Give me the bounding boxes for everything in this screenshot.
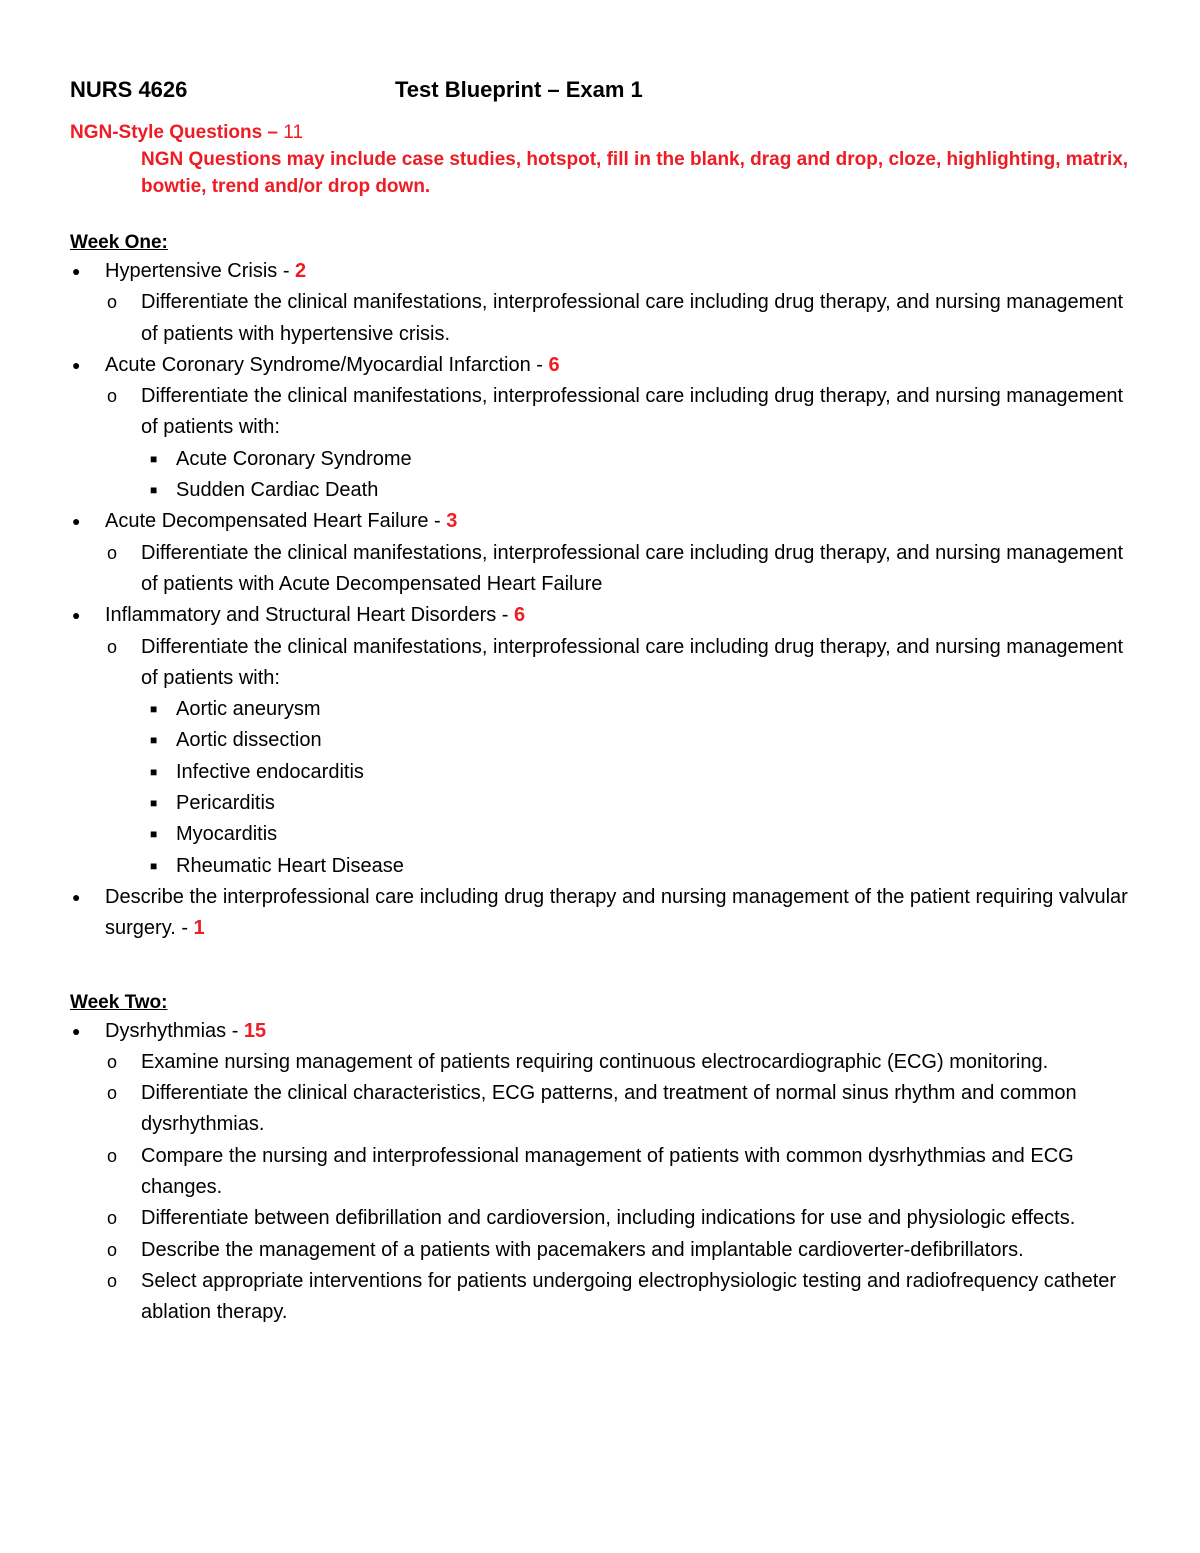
objective-text: Differentiate between defibrillation and cardioversion, including indications for use and physiologic effects. (141, 1207, 1076, 1230)
ngn-count: 11 (283, 122, 304, 143)
week-one-topic-list (70, 256, 1130, 945)
condition-text: Myocarditis (176, 823, 278, 846)
question-count: 2 (295, 260, 307, 282)
topic-label: Acute Decompensated Heart Failure - (105, 510, 447, 533)
circle-bullet-icon: o (107, 1239, 118, 1260)
objective-text: Compare the nursing and interprofessional management of patients with common dysrhythmias and ECG changes. (141, 1144, 1074, 1199)
document-title: Test Blueprint – Exam 1 (395, 77, 643, 102)
topic-item (70, 350, 1130, 506)
objective-text: Differentiate the clinical manifestations, interprofessional care including drug therapy, and nursing management of patients with hypertensive crisis. (141, 291, 1124, 345)
week-two-heading: Week Two: (70, 991, 168, 1013)
condition-item (70, 788, 1130, 819)
objective-list (105, 538, 1130, 601)
topic-item (70, 506, 1130, 600)
condition-item (70, 444, 1130, 475)
objective-item (70, 381, 1130, 506)
topic-item (70, 1016, 1130, 1329)
circle-bullet-icon: o (107, 1145, 118, 1166)
objective-item (70, 632, 1130, 882)
question-count: 1 (193, 917, 205, 940)
topic-label: Describe the interprofessional care including drug therapy and nursing management of the patient requiring valvular surgery. - (105, 885, 1128, 940)
circle-bullet-icon: o (107, 542, 118, 563)
circle-bullet-icon: o (107, 1051, 118, 1072)
square-bullet-icon: ■ (150, 733, 158, 748)
week-two-topic-list (70, 1016, 1130, 1329)
condition-text: Aortic dissection (176, 729, 322, 752)
condition-item (70, 475, 1130, 506)
condition-list (141, 444, 1130, 507)
objective-text: Differentiate the clinical characteristics, ECG patterns, and treatment of normal sinus rhythm and common dysrhythmias. (141, 1082, 1077, 1136)
condition-text: Aortic aneurysm (176, 698, 321, 721)
course-code: NURS 4626 (70, 77, 188, 102)
circle-bullet-icon: o (107, 1270, 118, 1291)
square-bullet-icon: ■ (150, 827, 158, 842)
objective-list (105, 1047, 1130, 1329)
objective-item (70, 1078, 1130, 1141)
question-count: 15 (243, 1019, 267, 1042)
condition-list (141, 694, 1130, 882)
topic-item (70, 256, 1130, 350)
objective-item (70, 1203, 1130, 1234)
topic-item (70, 882, 1130, 945)
condition-text: Rheumatic Heart Disease (176, 854, 404, 877)
condition-text: Sudden Cardiac Death (176, 479, 379, 502)
objective-item (70, 1047, 1130, 1078)
square-bullet-icon: ■ (150, 858, 158, 873)
objective-text: Examine nursing management of patients requiring continuous electrocardiographic (ECG) monitoring. (141, 1050, 1049, 1073)
condition-item (70, 694, 1130, 725)
objective-item (70, 287, 1130, 350)
objective-text: Describe the management of a patients with pacemakers and implantable cardioverter-defibrillators. (141, 1238, 1024, 1261)
question-count: 3 (446, 510, 458, 533)
circle-bullet-icon: o (107, 1083, 118, 1104)
bullet-icon: ● (72, 263, 81, 279)
bullet-icon: ● (72, 607, 81, 624)
bullet-icon: ● (72, 513, 81, 530)
square-bullet-icon: ■ (150, 702, 158, 717)
circle-bullet-icon: o (107, 292, 118, 313)
condition-text: Pericarditis (176, 792, 275, 815)
topic-label: Acute Coronary Syndrome/Myocardial Infarction - (105, 353, 549, 376)
objective-text: Differentiate the clinical manifestations, interprofessional care including drug therapy, and nursing management of patients with: (141, 385, 1124, 439)
circle-bullet-icon: o (107, 1208, 118, 1229)
objective-text: Select appropriate interventions for patients undergoing electrophysiologic testing and radiofrequency catheter ablation therapy. (141, 1269, 1117, 1324)
square-bullet-icon: ■ (150, 796, 158, 811)
ngn-section-title (70, 120, 1130, 146)
ngn-label: NGN-Style Questions – (70, 122, 284, 143)
condition-item (70, 757, 1130, 788)
question-count: 6 (548, 353, 560, 376)
circle-bullet-icon: o (107, 386, 118, 407)
square-bullet-icon: ■ (150, 764, 158, 779)
circle-bullet-icon: o (107, 636, 118, 657)
objective-list (105, 632, 1130, 882)
objective-list (105, 381, 1130, 506)
condition-text: Acute Coronary Syndrome (176, 447, 412, 470)
square-bullet-icon: ■ (150, 483, 158, 498)
condition-item (70, 819, 1130, 850)
objective-item (70, 1235, 1130, 1266)
ngn-description: NGN Questions may include case studies, hotspot, fill in the blank, drag and drop, cloze, highlighting, matrix, bowtie, trend and/or drop down. (141, 149, 1129, 197)
objective-item (70, 1141, 1130, 1204)
objective-list (105, 287, 1130, 350)
topic-label: Inflammatory and Structural Heart Disorders - (105, 604, 515, 627)
week-one-heading: Week One: (70, 232, 168, 253)
square-bullet-icon: ■ (150, 451, 158, 466)
bullet-icon: ● (72, 888, 81, 905)
bullet-icon: ● (72, 1022, 81, 1039)
objective-text: Differentiate the clinical manifestations, interprofessional care including drug therapy, and nursing management of patients with: (141, 635, 1124, 689)
topic-label: Dysrhythmias - (105, 1019, 244, 1042)
question-count: 6 (514, 604, 526, 627)
objective-item (70, 538, 1130, 601)
topic-item (70, 600, 1130, 882)
condition-text: Infective endocarditis (176, 760, 364, 783)
objective-text: Differentiate the clinical manifestations, interprofessional care including drug therapy, and nursing management of patients with Acute Decompensated Heart Failure (141, 541, 1124, 595)
condition-item (70, 725, 1130, 756)
condition-item (70, 851, 1130, 882)
objective-item (70, 1266, 1130, 1329)
bullet-icon: ● (72, 356, 81, 373)
document-header (70, 74, 1130, 106)
topic-label: Hypertensive Crisis - (105, 260, 296, 282)
document-page (70, 74, 1130, 1329)
